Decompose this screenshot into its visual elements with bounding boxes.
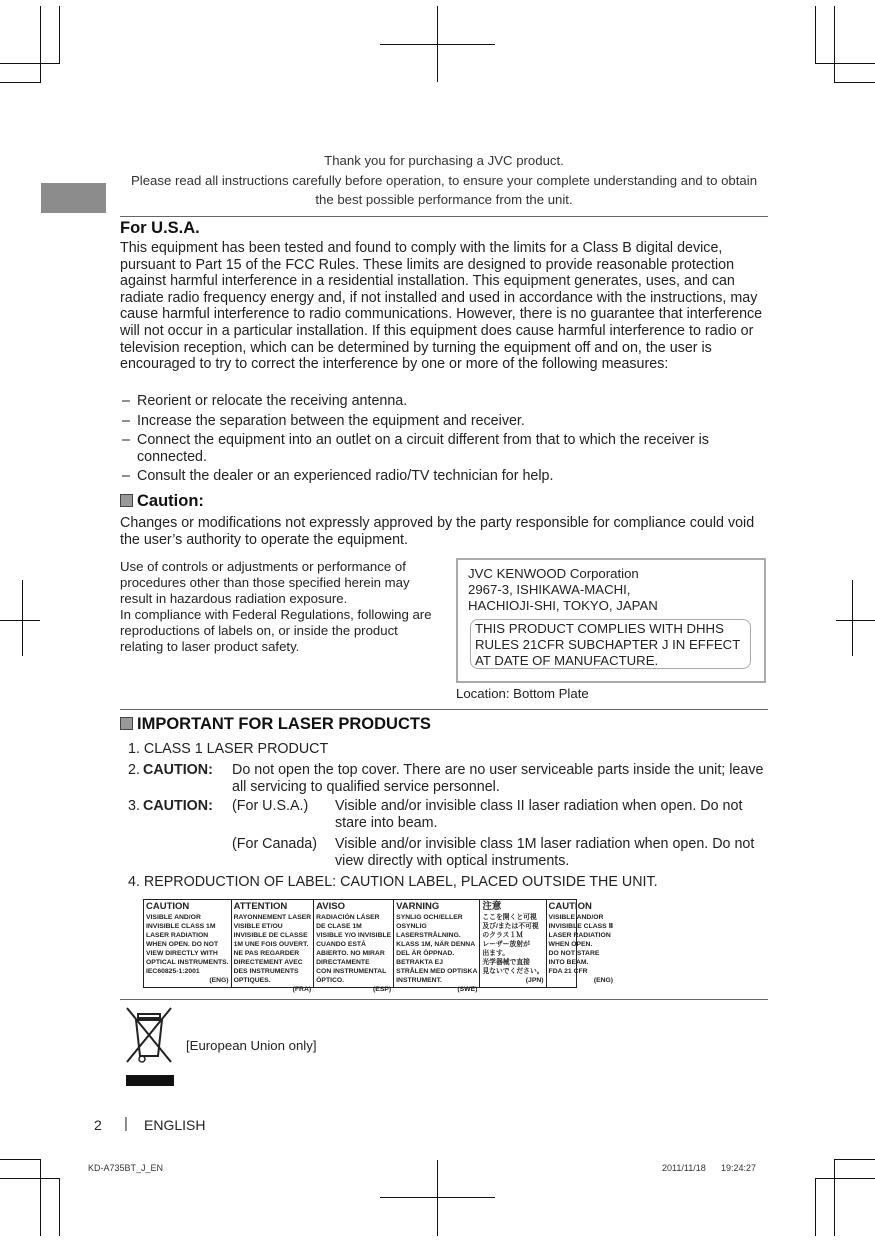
- divider: [120, 999, 768, 1000]
- black-bar: [126, 1075, 174, 1086]
- square-bullet-icon: [120, 717, 133, 730]
- crop-mark: [834, 82, 875, 83]
- registration-mark: [836, 620, 875, 621]
- warning-label-line: VISIBLE ET/OU: [233, 923, 283, 930]
- laser-heading: IMPORTANT FOR LASER PRODUCTS: [120, 715, 431, 734]
- footer-date: 2011/11/18: [662, 1163, 706, 1173]
- warning-label-line: INSTRUMENT.: [396, 977, 442, 984]
- crop-mark: [59, 1178, 60, 1236]
- warning-label-title: CAUTION: [548, 901, 592, 912]
- laser-item-3-usa-region: (For U.S.A.): [232, 798, 309, 814]
- caution-heading: Caution:: [120, 492, 204, 511]
- warning-label-line: LASERSTRÅLNING.: [396, 932, 461, 939]
- warning-label-line: VISIBLE AND/OR: [146, 914, 201, 921]
- warning-label-code: (ENG): [209, 977, 229, 984]
- warning-label-line: VISIBLE Y/O INVISIBLE: [316, 932, 392, 939]
- divider: [120, 709, 768, 710]
- warning-label-line: DES INSTRUMENTS: [233, 968, 299, 975]
- warning-label-line: 光学器械で直接: [482, 959, 530, 966]
- laser-note: Use of controls or adjustments or performance of procedures other than those specified herein may result in hazardous radiation exposure. In compliance with Federal Regulations, following are reproductions of labels on, or inside the product relating to laser product safety.: [120, 559, 432, 654]
- warning-label-line: INVISIBLE CLASS Ⅱ: [548, 923, 614, 930]
- laser-item-4: 4. REPRODUCTION OF LABEL: CAUTION LABEL, PLACED OUTSIDE THE UNIT.: [128, 874, 658, 890]
- warning-label-line: ABIERTO. NO MIRAR: [316, 950, 385, 957]
- usa-paragraph: This equipment has been tested and found to comply with the limits for a Class B digital device, pursuant to Part 15 of the FCC Rules. These limits are designed to provide reasonable protection against harmful interference in a residential installation. This equipment generates, uses, and can radiate radio frequency energy and, if not installed and used in accordance with the instructions, may cause harmful interference to radio communications. However, there is no guarantee that interference will not occur in a particular installation. If this equipment does cause harmful interference to radio or television reception, which can be determined by turning the equipment off and on, the user is encouraged to try to correct the interference by one or more of the following measures:: [120, 240, 763, 373]
- divider: [120, 216, 768, 217]
- warning-label-cell: [480, 900, 546, 987]
- laser-item-3-usa-text: Visible and/or invisible class II laser radiation when open. Do not stare into beam.: [335, 798, 743, 831]
- laser-item-1: 1. CLASS 1 LASER PRODUCT: [128, 741, 329, 757]
- label-address-1: 2967-3, ISHIKAWA-MACHI,: [468, 582, 631, 597]
- warning-label-cell: [394, 900, 480, 993]
- laser-item-2-num: 2.: [128, 762, 140, 778]
- crop-mark: [40, 1160, 41, 1236]
- registration-mark: [22, 580, 23, 656]
- registration-mark: [0, 620, 40, 621]
- warning-label-title: AVISO: [316, 901, 345, 912]
- usa-heading: For U.S.A.: [120, 219, 200, 237]
- warning-label-title: ATTENTION: [233, 901, 288, 912]
- crop-mark: [59, 6, 60, 63]
- warning-label-title: 注意: [482, 901, 502, 912]
- crop-mark: [0, 1159, 41, 1160]
- warning-label-line: FDA 21 CFR: [548, 968, 588, 975]
- warning-label-code: (SWE): [457, 986, 478, 993]
- footer-file: KD-A735BT_J_EN: [88, 1163, 164, 1173]
- warning-label-line: LASER RADIATION: [548, 932, 611, 939]
- warning-label-code: (FRA): [292, 986, 312, 993]
- page-language: ENGLISH: [144, 1117, 206, 1133]
- compliance-statement: THIS PRODUCT COMPLIES WITH DHHS RULES 21CFR SUBCHAPTER J IN EFFECT AT DATE OF MANUFACTURE.: [470, 619, 751, 669]
- warning-label-line: NE PAS REGARDER: [233, 950, 300, 957]
- intro-line-2: Please read all instructions carefully before operation, to ensure your complete understanding and to obtain the best possible performance from the unit.: [130, 172, 758, 207]
- separator: |: [124, 1115, 128, 1132]
- crop-mark: [0, 1178, 60, 1179]
- crop-mark: [815, 63, 875, 64]
- measures-list: [120, 393, 768, 488]
- list-item: – Increase the separation between the equipment and receiver.: [122, 412, 525, 429]
- eu-note: [European Union only]: [186, 1038, 317, 1053]
- caution-text: Changes or modifications not expressly approved by the party responsible for compliance could void the user’s authority to operate the equipment.: [120, 515, 755, 548]
- registration-mark: [380, 44, 495, 45]
- warning-label-line: INTO BEAM.: [548, 959, 589, 966]
- warning-label-line: OPTIQUES.: [233, 977, 271, 984]
- warning-label-line: WHEN OPEN.: [548, 941, 593, 948]
- crop-mark: [815, 1178, 875, 1179]
- warning-label-line: VISIBLE AND/OR: [548, 914, 604, 921]
- warning-label-line: IEC60825-1:2001: [146, 968, 200, 975]
- warning-label-line: 1M UNE FOIS OUVERT.: [233, 941, 309, 948]
- footer-time: 19:24:27: [721, 1163, 757, 1173]
- laser-item-3-canada-region: (For Canada): [232, 836, 318, 852]
- warning-label-line: レーザー放射が: [482, 941, 530, 948]
- warning-label-line: KLASS 1M, NÄR DENNA: [396, 941, 476, 948]
- warning-label-line: ÓPTICO.: [316, 977, 345, 984]
- warning-label-line: DE CLASE 1M: [316, 923, 362, 930]
- square-bullet-icon: [120, 494, 133, 507]
- crop-mark: [0, 82, 41, 83]
- label-address-2: HACHIOJI-SHI, TOKYO, JAPAN: [468, 598, 658, 613]
- warning-label-cell: [314, 900, 394, 993]
- warning-label-title: CAUTION: [146, 901, 190, 912]
- warning-label-line: INVISIBLE DE CLASSE: [233, 932, 308, 939]
- label-address: [468, 566, 758, 614]
- warning-label-line: OPTICAL INSTRUMENTS.: [146, 959, 229, 966]
- laser-item-3-canada-text: Visible and/or invisible class 1M laser radiation when open. Do not view directly with optical instruments.: [335, 836, 755, 869]
- warning-label-line: CUANDO ESTÁ: [316, 941, 366, 948]
- list-item: – Reorient or relocate the receiving antenna.: [122, 393, 408, 409]
- warning-label-line: ここを開くと可視: [482, 914, 537, 921]
- warning-label-line: 出ます。: [482, 950, 510, 957]
- registration-mark: [852, 580, 853, 656]
- warning-label-line: INVISIBLE CLASS 1M: [146, 923, 216, 930]
- warning-label-line: DEL ÄR ÖPPNAD.: [396, 950, 455, 957]
- warning-label-line: WHEN OPEN. DO NOT: [146, 941, 219, 948]
- warning-label-line: DO NOT STARE: [548, 950, 600, 957]
- warning-label-cell: [232, 900, 315, 993]
- laser-item-3-label: CAUTION:: [143, 798, 213, 814]
- warning-label-line: 及び/または不可視: [482, 923, 539, 930]
- warning-label-code: (JPN): [525, 977, 544, 984]
- crop-mark: [0, 63, 60, 64]
- crop-mark: [834, 1160, 835, 1236]
- label-location: Location: Bottom Plate: [456, 686, 589, 701]
- laser-item-2-text: Do not open the top cover. There are no user serviceable parts inside the unit; leave all servicing to qualified service personnel.: [232, 762, 764, 795]
- warning-label-cell: [144, 900, 232, 987]
- warning-label-title: VARNING: [396, 901, 440, 912]
- registration-mark: [380, 1197, 495, 1198]
- page-number: 2: [94, 1117, 102, 1133]
- crop-mark: [834, 1159, 875, 1160]
- label-company: JVC KENWOOD Corporation: [468, 566, 639, 581]
- crop-mark: [815, 1178, 816, 1236]
- warning-label-cell: [547, 900, 616, 987]
- laser-item-2-label: CAUTION:: [143, 762, 213, 778]
- warning-label-line: RAYONNEMENT LASER: [233, 914, 312, 921]
- caution-label-reproduction: [143, 899, 614, 993]
- warning-label-line: STRÅLEN MED OPTISKA: [396, 968, 478, 975]
- warning-label-line: LASER RADIATION: [146, 932, 209, 939]
- warning-label-line: BETRAKTA EJ: [396, 959, 443, 966]
- warning-label-line: CON INSTRUMENTAL: [316, 968, 387, 975]
- language-tab: [41, 183, 106, 213]
- list-item: – Connect the equipment into an outlet on a circuit different from that to which the receiver is connected.: [122, 432, 709, 465]
- list-item: – Consult the dealer or an experienced radio/TV technician for help.: [122, 468, 554, 485]
- warning-label-line: OSYNLIG: [396, 923, 427, 930]
- warning-label-line: RADIACIÓN LÁSER: [316, 914, 380, 921]
- crop-mark: [40, 6, 41, 82]
- warning-label-line: SYNLIG OCH/ELLER: [396, 914, 463, 921]
- warning-label-code: (ESP): [373, 986, 392, 993]
- intro-line-1: Thank you for purchasing a JVC product.: [324, 153, 564, 168]
- warning-label-line: 見ないでください。: [482, 968, 544, 975]
- warning-label-code: (ENG): [593, 977, 614, 984]
- warning-label-line: VIEW DIRECTLY WITH: [146, 950, 218, 957]
- crossed-out-bin-icon: [124, 1004, 174, 1064]
- intro: [120, 151, 768, 210]
- crop-mark: [815, 6, 816, 63]
- warning-label-line: DIRECTAMENTE: [316, 959, 370, 966]
- warning-label-line: DIRECTEMENT AVEC: [233, 959, 303, 966]
- crop-mark: [834, 6, 835, 82]
- laser-item-3-num: 3.: [128, 798, 140, 814]
- warning-label-line: のクラス１Ｍ: [482, 932, 523, 939]
- registration-mark: [437, 1160, 438, 1236]
